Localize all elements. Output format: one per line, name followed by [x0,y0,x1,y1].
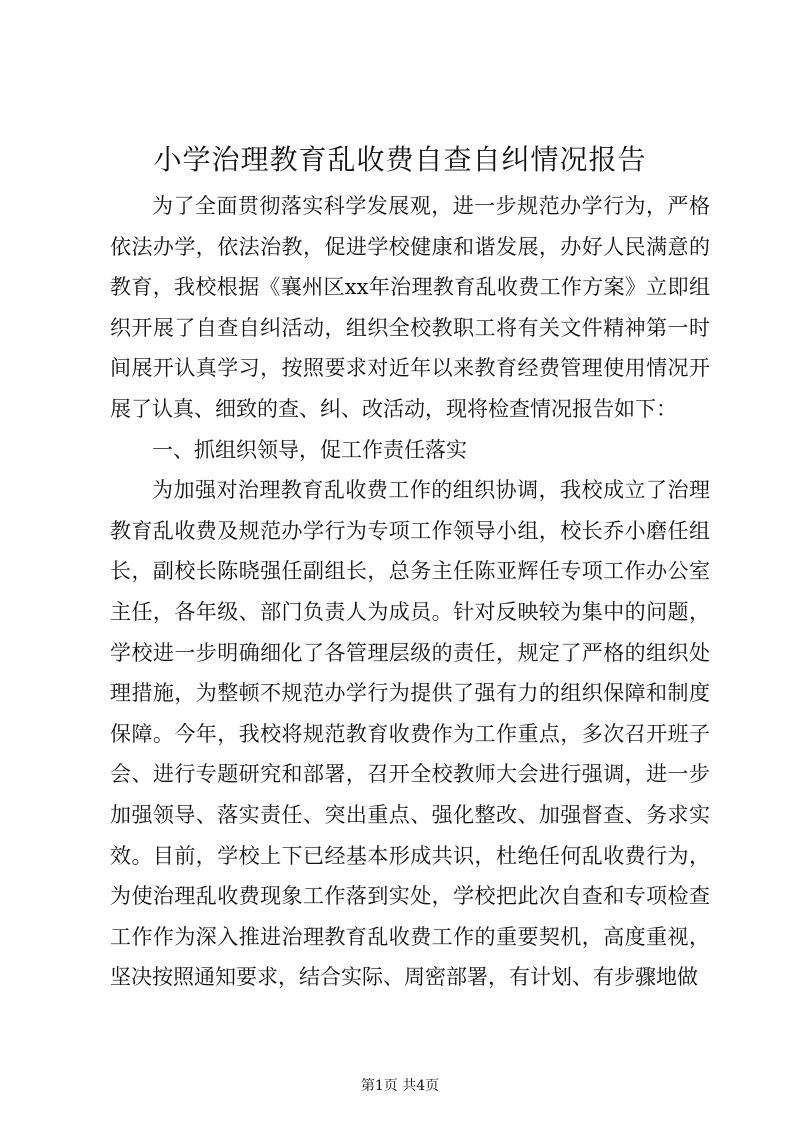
paragraph-section-1: 为加强对治理教育乱收费工作的组织协调，我校成立了治理教育乱收费及规范办学行为专项工作领导小组，校长乔小磨任组长，副校长陈晓强任副组长，总务主任陈亚辉任专项工作办公室主任，各年级、部门负责人为成员。针对反映较为集中的问题，学校进一步明确细化了各管理层级的责任，规定了严格的组织处理措施，为整顿不规范办学行为提供了强有力的组织保障和制度保障。今年，我校将规范教育收费作为工作重点，多次召开班子会、进行专题研究和部署，召开全校教师大会进行强调，进一步加强领导、落实责任、突出重点、强化整改、加强督查、务求实效。目前，学校上下已经基本形成共识，杜绝任何乱收费行为，为使治理乱收费现象工作落到实处，学校把此次自查和专项检查工作作为深入推进治理教育乱收费工作的重要契机，高度重视，坚决按照通知要求，结合实际、周密部署，有计划、有步骤地做 [110,478,710,990]
section-heading-1: 一、抓组织领导，促工作责任落实 [152,437,467,462]
page-footer: 第1页 共4页 [360,1078,440,1094]
document-body [110,186,710,998]
paragraph-intro: 为了全面贯彻落实科学发展观，进一步规范办学行为，严格依法办学，依法治教，促进学校健康和谐发展，办好人民满意的教育，我校根据《襄州区xx年治理教育乱收费工作方案》立即组织开展了自查自纠活动，组织全校教职工将有关文件精神第一时间展开认真学习，按照要求对近年以来教育经费管理使用情况开展了认真、细致的查、纠、改活动，现将检查情况报告如下： [110,194,710,421]
document-title: 小学治理教育乱收费自查自纠情况报告 [153,143,647,176]
